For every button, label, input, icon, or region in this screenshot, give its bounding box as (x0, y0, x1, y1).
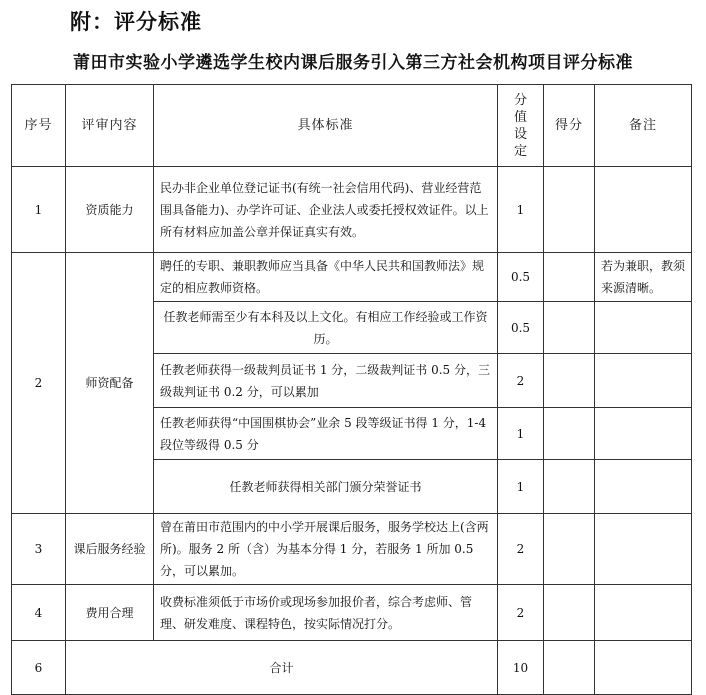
row-score: 2 (498, 514, 544, 585)
row-remark (595, 167, 692, 253)
row-score: 0.5 (498, 302, 544, 354)
row-score: 2 (498, 354, 544, 408)
row-criteria: 收费标准须低于市场价或现场参加报价者，综合考虑师、管理、研发难度、课程特色，按实际情况打分。 (154, 585, 498, 641)
row-got (544, 253, 595, 302)
total-score: 10 (498, 641, 544, 695)
scoring-table (11, 84, 692, 695)
row-got (544, 167, 595, 253)
row-remark (595, 408, 692, 460)
row-remark (595, 354, 692, 408)
row-remark (595, 460, 692, 514)
row-criteria: 民办非企业单位登记证书(有统一社会信用代码)、营业经营范围具备能力)、办学许可证、企业法人或委托授权效证件。以上所有材料应加盖公章并保证真实有效。 (154, 167, 498, 253)
row-seq: 2 (12, 253, 66, 514)
row-score: 1 (498, 408, 544, 460)
row-criteria: 任教老师需至少有本科及以上文化。有相应工作经验或工作资历。 (154, 302, 498, 354)
header-remark: 备注 (595, 85, 692, 167)
row-got (544, 514, 595, 585)
row-score: 2 (498, 585, 544, 641)
table-row (12, 253, 692, 302)
row-item: 资质能力 (66, 167, 154, 253)
row-got (544, 585, 595, 641)
row-score: 1 (498, 460, 544, 514)
row-seq: 4 (12, 585, 66, 641)
row-got (544, 460, 595, 514)
row-seq: 3 (12, 514, 66, 585)
total-remark (595, 641, 692, 695)
table-header-row (12, 85, 692, 167)
row-criteria: 任教老师获得“中国围棋协会”业余 5 段等级证书得 1 分，1-4 段位等级得 0.5 分 (154, 408, 498, 460)
row-remark: 若为兼职，教须来源清晰。 (595, 253, 692, 302)
row-got (544, 302, 595, 354)
row-remark (595, 302, 692, 354)
row-score: 1 (498, 167, 544, 253)
row-remark (595, 585, 692, 641)
table-row (12, 514, 692, 585)
header-score: 分值设定 (513, 92, 527, 159)
row-criteria: 任教老师获得一级裁判员证书 1 分，二级裁判证书 0.5 分，三级裁判证书 0.2 分，可以累加 (154, 354, 498, 408)
total-seq: 6 (12, 641, 66, 695)
header-seq: 序号 (12, 85, 66, 167)
row-item: 费用合理 (66, 585, 154, 641)
row-criteria: 任教老师获得相关部门颁分荣誉证书 (154, 460, 498, 514)
table-row (12, 167, 692, 253)
row-remark (595, 514, 692, 585)
row-criteria: 曾在莆田市范围内的中小学开展课后服务，服务学校达上(含两所)。服务 2 所（含）为基本分得 1 分，若服务 1 所加 0.5 分，可以累加。 (154, 514, 498, 585)
row-item: 师资配备 (66, 253, 154, 514)
header-got: 得分 (544, 85, 595, 167)
header-criteria: 具体标准 (154, 85, 498, 167)
total-label: 合计 (66, 641, 498, 695)
table-row (12, 585, 692, 641)
page-heading: 附：评分标准 (70, 10, 202, 34)
header-item: 评审内容 (66, 85, 154, 167)
total-got (544, 641, 595, 695)
row-got (544, 408, 595, 460)
row-criteria: 聘任的专职、兼职教师应当具备《中华人民共和国教师法》规定的相应教师资格。 (154, 253, 498, 302)
row-got (544, 354, 595, 408)
document-title: 莆田市实验小学遴选学生校内课后服务引入第三方社会机构项目评分标准 (73, 53, 633, 73)
row-score: 0.5 (498, 253, 544, 302)
row-item: 课后服务经验 (66, 514, 154, 585)
row-seq: 1 (12, 167, 66, 253)
total-row (12, 641, 692, 695)
header-score-cell (498, 85, 544, 167)
